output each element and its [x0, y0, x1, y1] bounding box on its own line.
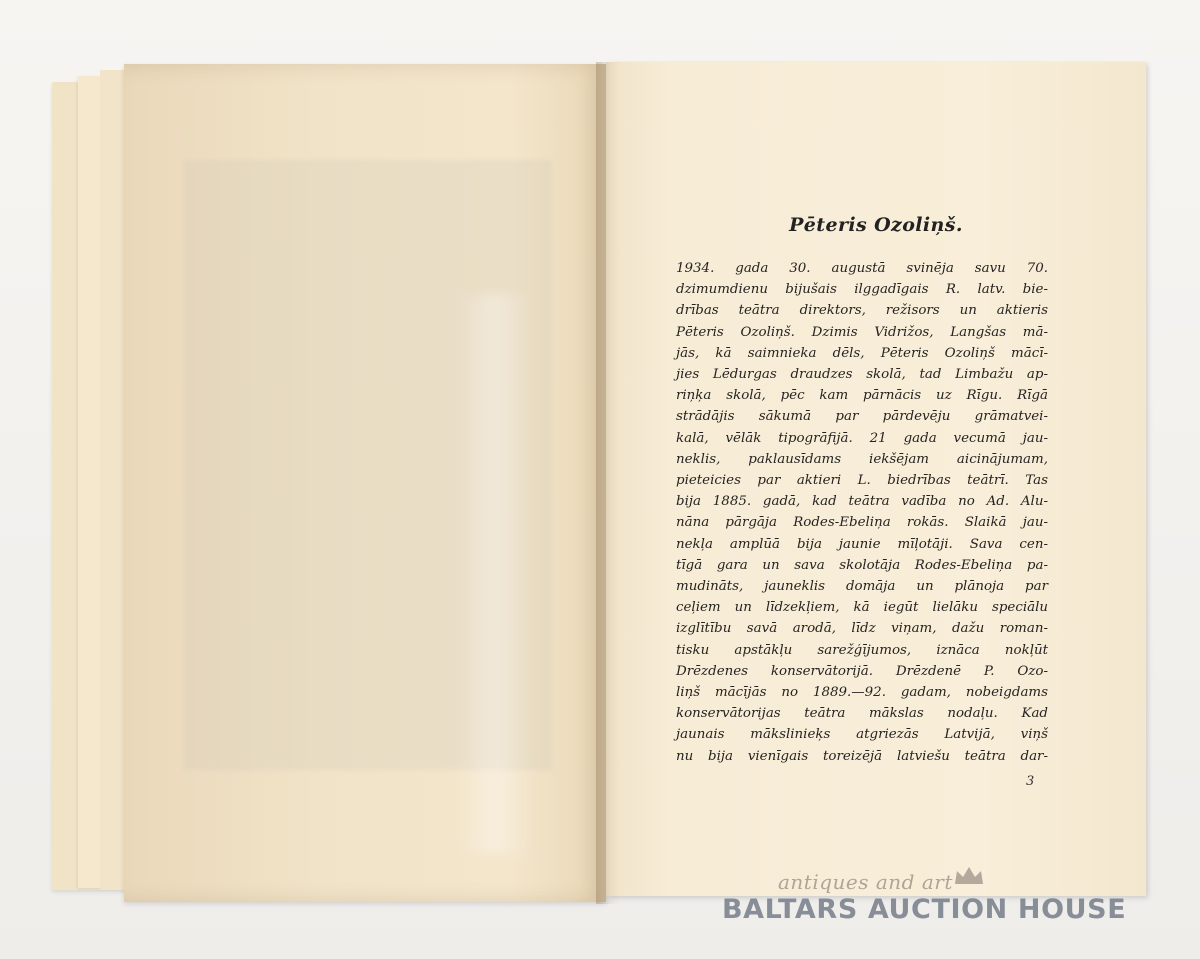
text-line: ceļiem un līdzekļiem, kā iegūt lielāku speciālu: [676, 600, 1048, 616]
text-line: tisku apstākļu sarežģījumos, iznāca nokļūt: [676, 642, 1048, 658]
text-line: tīgā gara un sava skolotāja Rodes-Ebeliņa pa-: [676, 557, 1048, 573]
text-line: 1934. gada 30. augustā svinēja savu 70.: [676, 261, 1048, 276]
text-line: mudināts, jauneklis domāja un plānoja par: [676, 579, 1048, 595]
text-line: izglītību savā arodā, līdz viņam, dažu roman-: [676, 621, 1048, 637]
text-line: dzimumdienu bijušais ilggadīgais R. latv. bie-: [676, 282, 1048, 298]
text-line: jaunais mākslinieķs atgriezās Latvijā, viņš: [676, 727, 1048, 743]
text-line: Pēteris Ozoliņš. Dzimis Vidrižos, Langšas mā-: [676, 324, 1048, 340]
crown-icon: [952, 864, 986, 888]
text-line: Drēzdenes konservātorijā. Drēzdenē P. Ozo-: [676, 663, 1048, 679]
text-line: jies Lēdurgas draudzes skolā, tad Limbažu ap-: [676, 367, 1048, 383]
text-line: nāna pārgāja Rodes-Ebeliņa rokās. Slaikā jau-: [676, 515, 1048, 531]
paper-glare: [454, 294, 534, 854]
text-line: konservātorijas teātra mākslas nodaļu. Kad: [676, 706, 1048, 722]
text-line: liņš mācījās no 1889.—92. gadam, nobeigdams: [676, 685, 1048, 701]
text-line: strādājis sākumā par pārdevēju grāmatvei-: [676, 409, 1048, 425]
text-line: jās, kā saimnieka dēls, Pēteris Ozoliņš mācī-: [676, 345, 1048, 361]
watermark: [716, 870, 1126, 940]
book-gutter: [596, 62, 620, 904]
text-line: neklis, paklausīdams iekšējam aicinājumam,: [676, 451, 1048, 467]
watermark-brand: BALTARS AUCTION HOUSE: [722, 894, 1127, 925]
body-text: [676, 258, 1048, 767]
page-number: 3: [1026, 774, 1035, 789]
left-page: [124, 64, 606, 902]
text-line: nekļa amplūā bija jaunie mīļotāji. Sava cen-: [676, 536, 1048, 552]
text-line: bija 1885. gadā, kad teātra vadība no Ad. Alu-: [676, 494, 1048, 510]
right-page: [606, 62, 1146, 896]
text-line: drības teātra direktors, režisors un aktieris: [676, 303, 1048, 319]
text-line: riņķa skolā, pēc kam pārnācis uz Rīgu. Rīgā: [676, 388, 1048, 404]
watermark-tagline: antiques and art: [778, 870, 953, 894]
text-line: kalā, vēlāk tipogrāfijā. 21 gada vecumā jau-: [676, 430, 1048, 446]
page-title: Pēteris Ozoliņš.: [789, 214, 963, 236]
text-line: pieteicies par aktieri L. biedrības teātrī. Tas: [676, 473, 1048, 489]
text-line: nu bija vienīgais toreizējā latviešu teātra dar-: [676, 748, 1048, 764]
